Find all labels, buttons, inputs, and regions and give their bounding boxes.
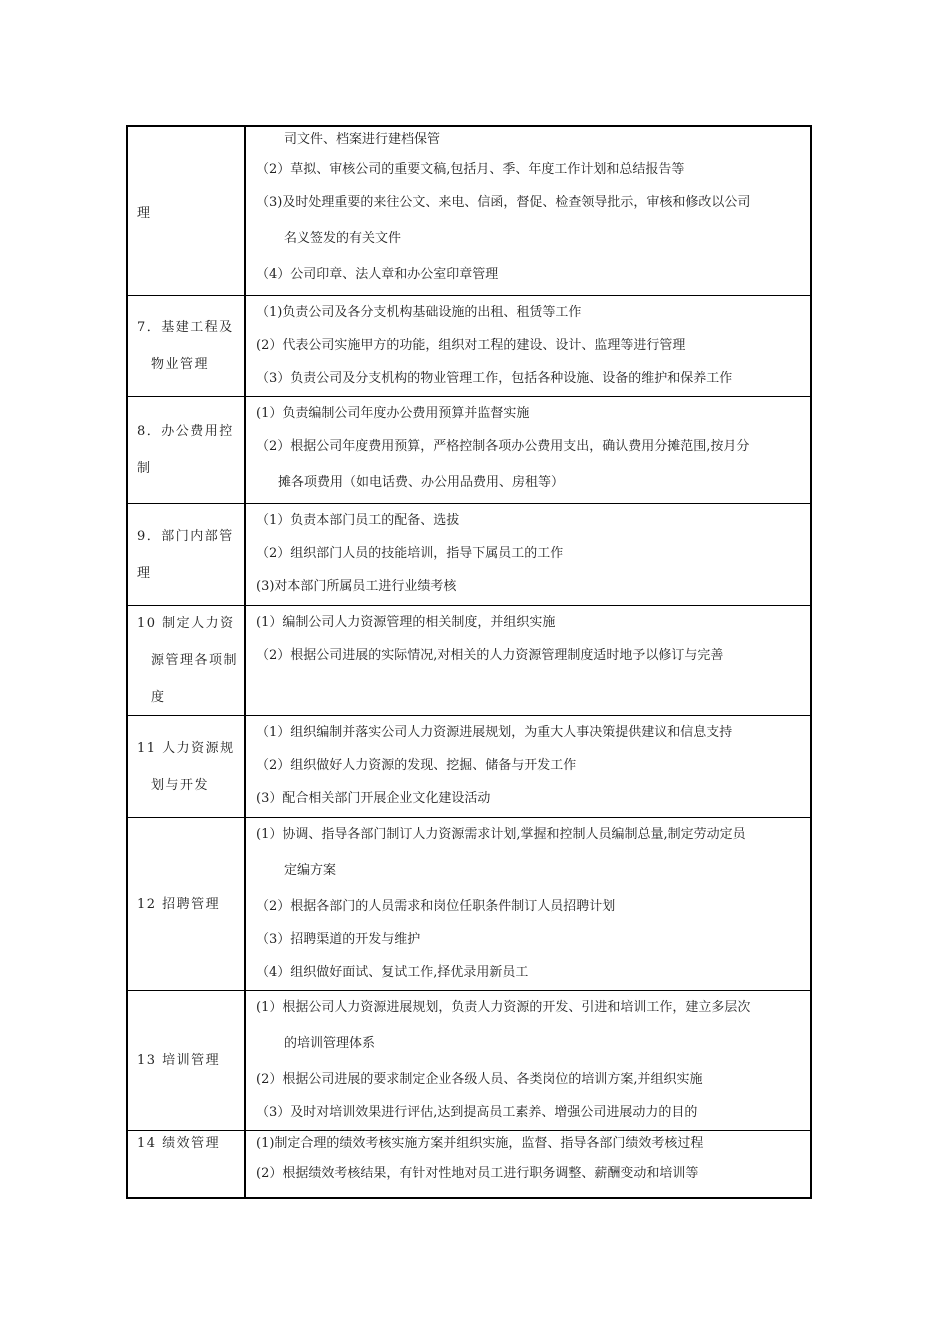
duty-title: 10 制定人力资 — [137, 616, 235, 631]
duty-title-cell — [128, 1131, 246, 1197]
detail-line: （2）组织部门人员的技能培训，指导下属员工的工作 — [256, 546, 564, 561]
duty-title: 划与开发 — [151, 777, 210, 793]
duty-table — [126, 125, 812, 1199]
table-row — [128, 396, 810, 503]
duty-title: 8．办公费用控 — [137, 424, 234, 439]
detail-line: （2）组织做好人力资源的发现、挖掘、储备与开发工作 — [256, 758, 577, 773]
detail-line: (1）负责编制公司年度办公费用预算并监督实施 — [256, 406, 530, 421]
duty-detail-cell — [246, 716, 810, 817]
table-row — [128, 990, 810, 1130]
detail-line: （3）及时对培训效果进行评估,达到提高员工素养、增强公司进展动力的目的 — [256, 1105, 698, 1120]
duty-title-cell — [128, 504, 246, 605]
detail-line: 摊各项费用（如电话费、办公用品费用、房租等） — [278, 475, 565, 490]
detail-line: 司文件、档案进行建档保管 — [284, 132, 441, 147]
detail-line: （3）负责公司及分支机构的物业管理工作，包括各种设施、设备的维护和保养工作 — [256, 371, 733, 386]
duty-title-cell — [128, 606, 246, 715]
detail-line: （3)及时处理重要的来往公文、来电、信函，督促、检查领导批示，审核和修改以公司 — [256, 195, 751, 210]
detail-line: (1）编制公司人力资源管理的相关制度，并组织实施 — [256, 615, 556, 630]
detail-line: (2）代表公司实施甲方的功能，组织对工程的建设、设计、监理等进行管理 — [256, 338, 686, 353]
duty-title: 13 培训管理 — [137, 1053, 221, 1068]
table-row — [128, 503, 810, 605]
duty-title: 理 — [137, 565, 152, 581]
detail-line: (2）根据绩效考核结果，有针对性地对员工进行职务调整、薪酬变动和培训等 — [256, 1166, 699, 1181]
detail-line: （4）组织做好面试、复试工作,择优录用新员工 — [256, 965, 529, 980]
duty-title: 源管理各项制 — [151, 653, 239, 668]
duty-title-cell — [128, 716, 246, 817]
duty-detail-cell — [246, 504, 810, 605]
table-row — [128, 605, 810, 715]
duty-title: 14 绩效管理 — [137, 1136, 221, 1151]
duty-title: 7．基建工程及 — [137, 320, 234, 335]
duty-title: 度 — [151, 690, 166, 705]
duty-detail-cell — [246, 127, 810, 295]
duty-detail-cell — [246, 1131, 810, 1197]
detail-line: （2）草拟、审核公司的重要文稿,包括月、季、年度工作计划和总结报告等 — [256, 162, 685, 177]
duty-title-cell — [128, 397, 246, 503]
duty-title: 制 — [137, 461, 152, 476]
detail-line: （1）组织编制并落实公司人力资源进展规划，为重大人事决策提供建议和信息支持 — [256, 725, 733, 740]
duty-detail-cell — [246, 991, 810, 1130]
detail-line: 定编方案 — [284, 863, 337, 878]
detail-line: （2）根据公司年度费用预算，严格控制各项办公费用支出，确认费用分摊范围,按月分 — [256, 439, 750, 454]
duty-title-cell — [128, 296, 246, 396]
duty-title: 12 招聘管理 — [137, 896, 221, 912]
duty-title-cell — [128, 991, 246, 1130]
detail-line: （2）根据各部门的人员需求和岗位任职条件制订人员招聘计划 — [256, 899, 616, 914]
duty-title: 9．部门内部管 — [137, 528, 234, 544]
duty-detail-cell — [246, 296, 810, 396]
table-row — [128, 715, 810, 817]
detail-line: （3）招聘渠道的开发与维护 — [256, 932, 421, 947]
table-row — [128, 125, 810, 295]
table-row — [128, 295, 810, 396]
duty-title-cell — [128, 127, 246, 295]
duty-detail-cell — [246, 606, 810, 715]
detail-line: (1）协调、指导各部门制订人力资源需求计划,掌握和控制人员编制总量,制定劳动定员 — [256, 827, 746, 842]
duty-title: 理 — [137, 205, 152, 221]
detail-line: (1）根据公司人力资源进展规划，负责人力资源的开发、引进和培训工作，建立多层次 — [256, 1000, 751, 1015]
duty-title: 物业管理 — [151, 357, 210, 372]
table-row — [128, 817, 810, 990]
duty-detail-cell — [246, 818, 810, 990]
detail-line: (3）配合相关部门开展企业文化建设活动 — [256, 791, 491, 806]
detail-line: （1)负责公司及各分支机构基础设施的出租、租赁等工作 — [256, 305, 582, 320]
duty-detail-cell — [246, 397, 810, 503]
detail-line: （1）负责本部门员工的配备、选拔 — [256, 513, 460, 528]
detail-line: 名义签发的有关文件 — [284, 231, 402, 246]
table-row — [128, 1130, 810, 1197]
detail-line: （2）根据公司进展的实际情况,对相关的人力资源管理制度适时地予以修订与完善 — [256, 648, 724, 663]
detail-line: （4）公司印章、法人章和办公室印章管理 — [256, 267, 499, 282]
detail-line: (3)对本部门所属员工进行业绩考核 — [256, 579, 457, 594]
detail-line: (1)制定合理的绩效考核实施方案并组织实施，监督、指导各部门绩效考核过程 — [256, 1136, 704, 1151]
duty-title: 11 人力资源规 — [137, 740, 235, 756]
detail-line: 的培训管理体系 — [284, 1036, 376, 1051]
detail-line: (2）根据公司进展的要求制定企业各级人员、各类岗位的培训方案,并组织实施 — [256, 1072, 703, 1087]
duty-title-cell — [128, 818, 246, 990]
